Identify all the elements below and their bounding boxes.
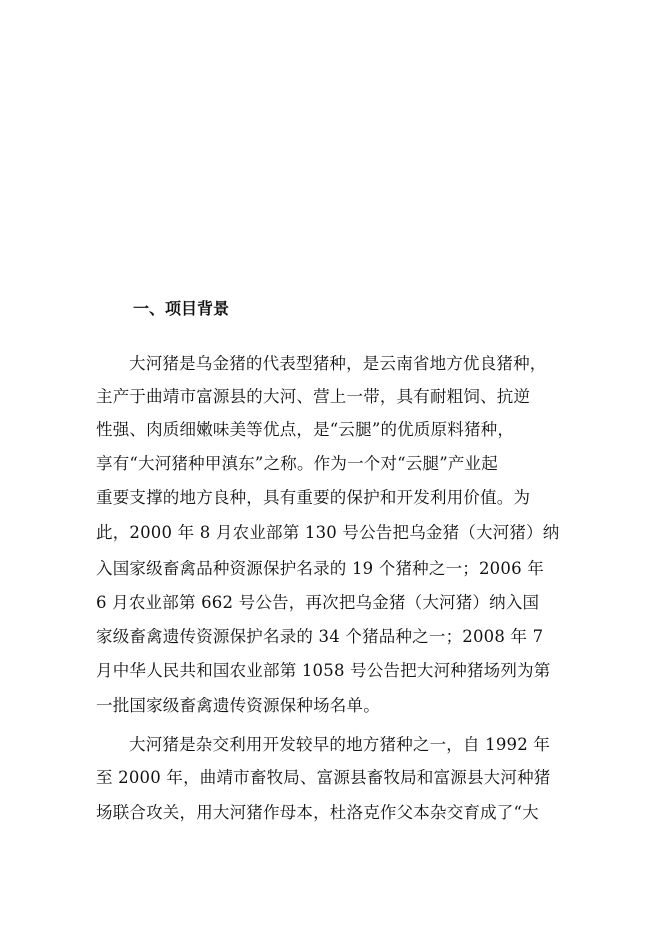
paragraph-line: 此，2000 年 8 月农业部第 130 号公告把乌金猪（大河猪）纳 xyxy=(96,523,560,542)
paragraph-line: 6 月农业部第 662 号公告，再次把乌金猪（大河猪）纳入国 xyxy=(96,593,540,612)
paragraph-line: 至 2000 年，曲靖市畜牧局、富源县畜牧局和富源县大河种猪 xyxy=(96,768,551,787)
paragraph-line: 性强、肉质细嫩味美等优点，是“云腿”的优质原料猪种， xyxy=(96,420,515,439)
section-heading: 一、项目背景 xyxy=(133,299,230,318)
paragraph-line: 家级畜禽遗传资源保护名录的 34 个猪品种之一；2008 年 7 xyxy=(96,627,544,646)
paragraph-line: 月中华人民共和国农业部第 1058 号公告把大河种猪场列为第 xyxy=(96,661,551,680)
paragraph-line: 主产于曲靖市富源县的大河、营上一带，具有耐粗饲、抗逆 xyxy=(96,387,531,406)
paragraph-line: 大河猪是乌金猪的代表型猪种，是云南省地方优良猪种， xyxy=(129,354,547,373)
paragraph-line: 入国家级畜禽品种资源保护名录的 19 个猪种之一；2006 年 xyxy=(96,559,544,578)
paragraph-line: 大河猪是杂交利用开发较早的地方猪种之一，自 1992 年 xyxy=(129,735,551,754)
paragraph-line: 场联合攻关，用大河猪作母本，杜洛克作父本杂交育成了“大 xyxy=(96,803,539,822)
paragraph-line: 重要支撑的地方良种，具有重要的保护和开发利用价值。为 xyxy=(96,488,531,507)
paragraph-line: 一批国家级畜禽遗传资源保种场名单。 xyxy=(96,696,380,715)
paragraph-line: 享有“大河猪种甲滇东”之称。作为一个对“云腿”产业起 xyxy=(96,454,498,473)
